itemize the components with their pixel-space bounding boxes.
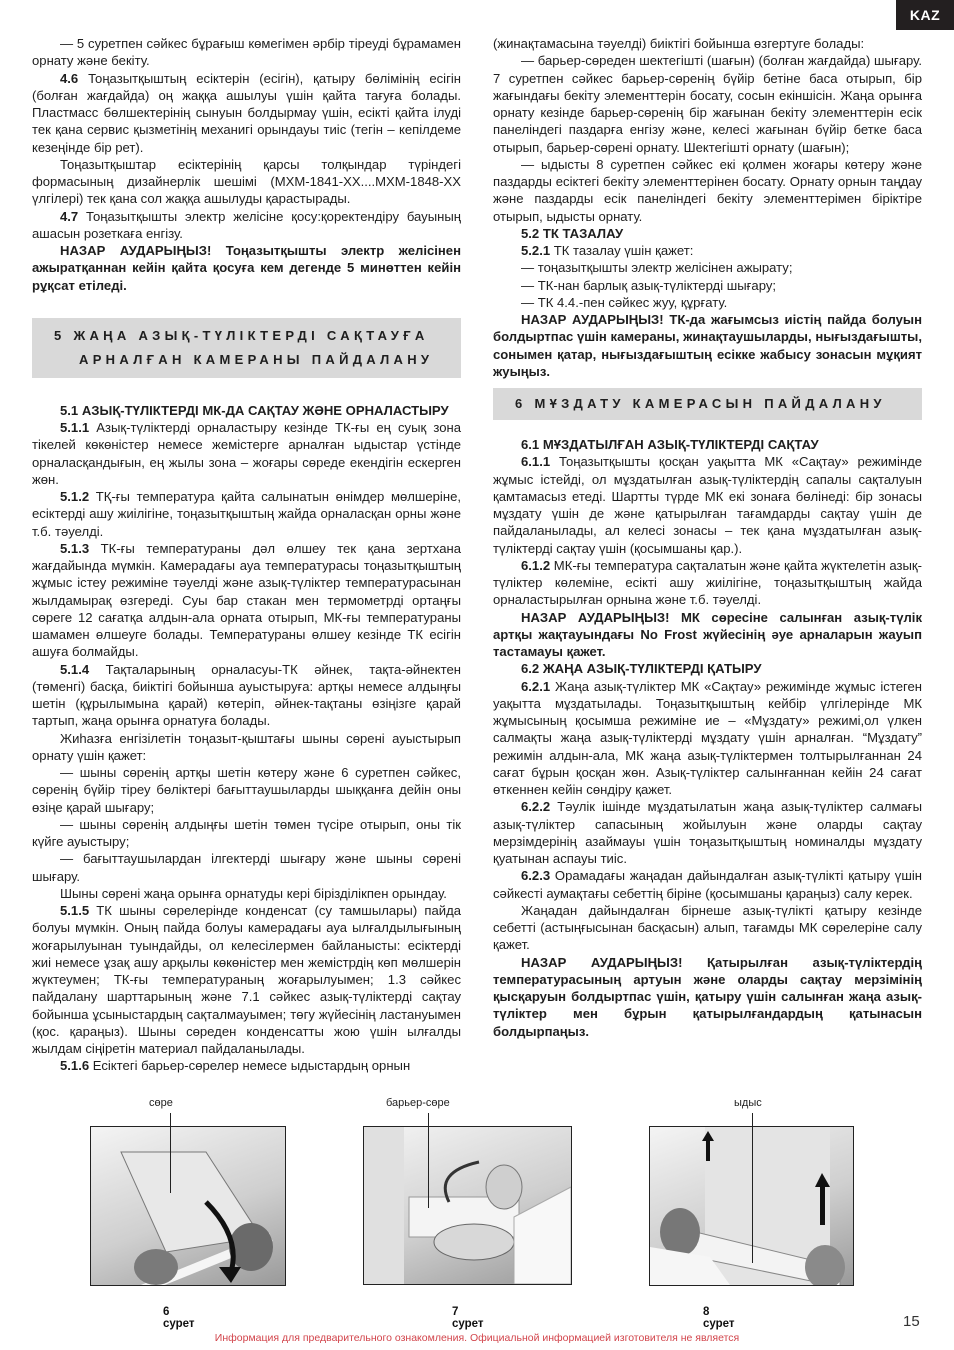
language-badge: KAZ (896, 0, 954, 30)
clause-number: 6.1.1 (521, 454, 551, 470)
paragraph (493, 867, 922, 902)
paragraph-text: ТК шыны сөрелерінде конденсат (су тамшылары) пайда болуы мүмкін. Оның пайда болуы камерадағы ауа ылғалдылығының жоғарылуынан туындайды, ол келесілермен байланысты: есіктерді жиі немесе ұзақ ашу арқылы көкөністер мен жемістрдің көп мөлшерін жүктеумен; ТК-ғы температураның жоғарылуымен; 1.3 сәйкес пайдалану шарттарының және 7.1 сәйкес азық-түліктерді сақтау бойынша ұсыныстардың сақталмауымен; төгу жүйесінің ластануымен (қос. қараңыз). Шыны сөреден конденсатты жою үшін ылғалды жылдам сіңіретін материал пайдаланылады. (32, 903, 461, 1056)
paragraph (32, 661, 461, 730)
paragraph-text: Тоңазытқыштың есіктерін (есігін), қатыру бөлімінің есігін (болған жағдайда) оң жаққа ашылуы үшін қайта тағуға болады. Пластмасс бөлшектерінің сынуын болдырмау үшін, есікті қайта ілуді тек қана сервис қызметінің механигі орындауы тиіс (тегін – кепілдеме кезеңінде бір рет). (32, 70, 461, 155)
barrier-shelf-illustration (364, 1127, 571, 1284)
subsection-heading: 5.2 ТК ТАЗАЛАУ (521, 225, 624, 241)
paragraph (493, 277, 922, 294)
paragraph-text: НАЗАР АУДАРЫҢЫЗ! Қатырылған азық-түліктердің температурасының артуын және оларды сақтау мерзімінің қысқаруын болдыртпас үшін, қатыру үшін салынған жаңа азық-түліктер мен бұрын қатырылғандардың қатынасын болдырпаңыз. (493, 954, 922, 1039)
leader-line (752, 1113, 753, 1263)
paragraph-text: — тоңазытқышты электр желісінен ажырату; (521, 260, 793, 276)
paragraph (493, 798, 922, 867)
clause-number: 5.1.1 (60, 420, 90, 435)
paragraph (493, 678, 922, 799)
section-header-line: АРНАЛҒАН КАМЕРАНЫ ПАЙДАЛАНУ (79, 351, 434, 367)
warning-paragraph (493, 954, 922, 1040)
subsection-heading: 5.1 АЗЫҚ-ТҮЛІКТЕРДІ МК-ДА САҚТАУ ЖӘНЕ ОРНАЛАСТЫРУ (60, 402, 449, 418)
page-number: 15 (903, 1313, 920, 1330)
paragraph-text: Жиһазға енгізілетін тоңазыт-қыштағы шыны сөрені ауыстырып орнату үшін қажет: (32, 730, 461, 763)
paragraph-text: НАЗАР АУДАРЫҢЫЗ! Тоңазытқышты электр желісінен ажыратқаннан кейін қайта қосуға кем дегенде 5 минөттен кейін рұқсат етіледі. (32, 243, 461, 293)
paragraph-text: — ТК-нан барлық азық-түліктерді шығару; (521, 277, 777, 293)
paragraph (32, 730, 461, 765)
leader-line (170, 1113, 171, 1193)
disclaimer-footer: Информация для предварительного ознакомления. Официальной информацией изготовителя не является (214, 1332, 740, 1344)
paragraph-text: Тоңазытқышты электр желісіне қосу:қоректендіру бауының ашасын розеткаға енгізу. (32, 208, 461, 241)
paragraph (493, 156, 922, 225)
paragraph (32, 1057, 461, 1074)
paragraph (32, 816, 461, 851)
paragraph-text: — ыдысты 8 суретпен сәйкес екі қолмен жоғары көтеру және паздарды есіктегі бекіту элементтерінен босату. Орнату орнын таңдау және паздарды есік панеліндегі бекіту элементтерімен біріктіре отырып, ыдысты орнату. (493, 156, 922, 224)
section-header-line: 5 ЖАҢА АЗЫҚ-ТҮЛІКТЕРДІ САҚТАУҒА (54, 327, 429, 343)
section-header (32, 318, 461, 378)
paragraph-text: (жинақтамасына тәуелді) биіктігі бойынша өзгертуге болады: (493, 36, 865, 51)
clause-number: 5.2.1 (521, 243, 551, 258)
clause-number: 6.1.2 (521, 557, 551, 573)
barrier-shelf-photo (363, 1126, 572, 1285)
warning-paragraph (493, 609, 922, 661)
paragraph (32, 419, 461, 488)
clause-number: 6.2.1 (521, 678, 551, 694)
right-column (493, 35, 922, 1040)
paragraph-text: — шыны сөренің алдыңғы шетін төмен түсіре отырып, оны тік күйге ауыстыру; (32, 816, 461, 849)
figure-label: ыдыс (734, 1097, 762, 1109)
paragraph-text: ТК тазалау үшін қажет: (550, 243, 694, 258)
paragraph-text: Есіктегі барьер-сөрелер немесе ыдыстардың орнын (89, 1058, 411, 1074)
warning-paragraph (32, 242, 461, 294)
paragraph (493, 35, 922, 52)
paragraph-text: — ТК 4.4.-пен сәйкес жуу, құрғату. (521, 294, 728, 310)
paragraph (32, 764, 461, 816)
warning-paragraph (493, 311, 922, 380)
paragraph-text: Шыны сөрені жаңа орынға орнатуды кері бірізділікпен орындау. (60, 885, 447, 901)
clause-number: 6.2.3 (521, 868, 551, 884)
paragraph-text: Тоңазытқышты қосқан уақытта МК «Сақтау» режимінде жұмыс істейді, ол мұздатылған азық-түліктердің сапалы сақталуын қамтамасыз етеді. Шартты түрде МК екі зонаға бөлінеді: бір зонасы мұздату үшін де және қатырылған тағамдарды сақтау үшін де пайдаланылады, ал келесі зонасы – тек қана мұздатылған азық-түліктерді сақтау үшін (қосымшаны қар.). (493, 454, 922, 556)
leader-line (428, 1113, 429, 1208)
paragraph (493, 902, 922, 954)
paragraph-text: Тақталарының орналасуы-ТК әйнек, тақта-әйнектен (төменгі) басқа, биіктігі бойынша ауыстыруға: артқы немесе алдыңғы шетін (құрылымына қарай) көтеріп, әйнек-тақтаны өзіңізге қарай тартып, жаңа орынға орнатуға болады. (32, 661, 461, 729)
paragraph-text: МК-ғы температура сақталатын және қайта жүктелетін азық-түліктер көлеміне, есікті ашу жиілігіне, тоңазытқыштың жайда орналастырылған орнына және т.б. тәуелді. (493, 557, 922, 608)
paragraph-text: — 5 суретпен сәйкес бұрағыш көмегімен әрбір тіреуді бұрамамен орнату және бекіту. (32, 36, 461, 69)
paragraph-text: Тоңазытқыштар есіктерінің қарсы толқындар түріндегі формасының дизайнерлік шешімі (МХМ-1841-ХХ....МХМ-1848-ХХ үлгілері) тек қана сол жаққа ашылуды қарастырады. (32, 156, 461, 207)
paragraph-text: — бағыттаушылардан ілгектерді шығару және шыны сөрені шығару. (32, 851, 461, 884)
paragraph-text: — шыны сөренің артқы шетін көтеру және 6 суретпен сәйкес, сөренің бүйір тіреу бөліктері бағыттаушыларды шыққанға дейін оны өзіңе қарай шығару; (32, 765, 461, 815)
paragraph (32, 850, 461, 885)
paragraph (32, 902, 461, 1057)
clause-number: 5.1.2 (60, 489, 90, 504)
section-header-line: 6 МҰЗДАТУ КАМЕРАСЫН ПАЙДАЛАНУ (515, 396, 886, 411)
paragraph (32, 35, 461, 70)
paragraph (32, 540, 461, 661)
figure-label: барьер-сөре (386, 1097, 450, 1109)
section-header (493, 388, 922, 420)
paragraph (32, 208, 461, 243)
figure-caption: 8 сурет (703, 1306, 735, 1330)
paragraph-text: ТК-ғы температураны дәл өлшеу тек қана зертхана жағдайында мүмкін. Камерадағы ауа температурасы тоңазытқыштың жұмыс істеу режиміне тәуелді және азық-түліктер температурасынан жылдамырақ өзгереді. Суы бар стакан мен термометрді ортаңғы сөреге 12 сағатқа алдын-ала орната отырып, МК-ғы температураны шамамен өлшеуге болады. Температураны өлшеу кезінде ТК есігін ашуға болмайды. (32, 540, 461, 660)
paragraph (493, 294, 922, 311)
left-column (32, 35, 461, 1075)
clause-number: 4.6 (60, 70, 79, 86)
paragraph-text: Азық-түліктерді орналастыру кезінде ТК-ғы ең суық зона тікелей көкөністер немесе жемістерге арналған ыдыстар үстінде орналасқандығын, ең жылы зона – жоғары сөреде екендігін ескерген жөн. (32, 420, 461, 487)
arrow-up-icon (820, 1185, 825, 1225)
subsection-heading: 6.2 ЖАҢА АЗЫҚ-ТҮЛІКТЕРДІ ҚАТЫРУ (521, 661, 762, 677)
shelf-photo (90, 1126, 286, 1286)
figure-caption: 7 сурет (452, 1306, 484, 1330)
clause-number: 6.2.2 (521, 799, 551, 815)
paragraph (493, 557, 922, 609)
paragraph (493, 242, 922, 259)
paragraph-text: НАЗАР АУДАРЫҢЫЗ! ТК-да жағымсыз иістің пайда болуын болдыртпас үшін камераны, жинақтаушыларды, нығыздағышты, сонымен қатар, нығыздағыштың есікке жабысу зонасын мұқият жуыңыз. (493, 312, 922, 379)
clause-number: 5.1.5 (60, 903, 90, 918)
paragraph-text: — барьер-сөреден шектегішті (шағын) (болған жағдайда) шығару. 7 суретпен сәйкес барьер-сөренің бүйір бетіне баса отырып, бір жағындағы бекіту элементтерін босату, сосын екіншісін. Жаңа орынға орнату кезінде барьер-сөренің бір жағынан бекіту элементтерін есік панеліндегі паздарға енгізу және, келесі жағынан бүйір бетке баса отырып, барьер-сөрені орнату. Шектегішті орнату (шағын); (493, 53, 922, 155)
arrow-up-icon (706, 1139, 710, 1161)
paragraph-text: Орамадағы жаңадан дайындалған азық-түлікті қатыру үшін сәйкесті аумақтағы себеттің біріне (қосымшаны қараңыз) салу керек. (493, 868, 922, 901)
shelf-illustration (91, 1127, 285, 1285)
paragraph (32, 488, 461, 540)
paragraph (32, 156, 461, 208)
paragraph-text: ТҚ-ғы температура қайта салынатын өнімдер мөлшеріне, есіктерді ашу жиілігіне, тоңазытқыштың жайда орналасқан орны және т.б. тәуелді. (32, 489, 461, 539)
paragraph (32, 885, 461, 902)
paragraph-text: НАЗАР АУДАРЫҢЫЗ! МК сөресіне салынған азық-түлік артқы жақтауындағы No Frost жүйесінің әуе арналарын жауып тастамауы қажет. (493, 609, 922, 659)
paragraph (493, 52, 922, 156)
paragraph (493, 453, 922, 557)
paragraph-text: Тәулік ішінде мұздатылатын жаңа азық-түліктер салмағы азық-түліктер сапасының жойылуын және оларды сақтау мерзімдерінің азаймауы үшін тоңазытқыштың номиналды мұздату қуатынан аспауы тиіс. (493, 799, 922, 866)
figure-label: сөре (149, 1097, 173, 1109)
subsection-heading: 6.1 МҰЗДАТЫЛҒАН АЗЫҚ-ТҮЛІКТЕРДІ САҚТАУ (521, 437, 819, 452)
paragraph-text: Жаңа азық-түліктер МК «Сақтау» режимінде жұмыс істеген уақытта мұздатылады. Тоңазытқыштың кейбір үлгілерінде МК жұмысының қосымша режиміне ие – «Мұздату» режимі,ол үлкен салмақты жаңа азық-түліктерді мұздату үшін арналған. “Мұздату” режимін алдын-ала, МК жаңа азық-түліктермен толтырылғаннан 24 сағат бұрын қосқан жөн. Азық-түліктер салынғаннан кейін 24 сағат өткеннен кейін сөндіру қажет. (493, 678, 922, 797)
clause-number: 5.1.3 (60, 540, 90, 556)
clause-number: 4.7 (60, 208, 79, 224)
paragraph (32, 70, 461, 156)
figure-caption: 6 сурет (163, 1306, 195, 1330)
clause-number: 5.1.4 (60, 661, 90, 677)
paragraph-text: Жаңадан дайындалған бірнеше азық-түлікті қатыру кезінде себетті (астыңғысынан басқасын) алып, тағамды МК сөрелеріне салу қажет. (493, 902, 922, 953)
clause-number: 5.1.6 (60, 1058, 90, 1074)
paragraph (493, 259, 922, 276)
